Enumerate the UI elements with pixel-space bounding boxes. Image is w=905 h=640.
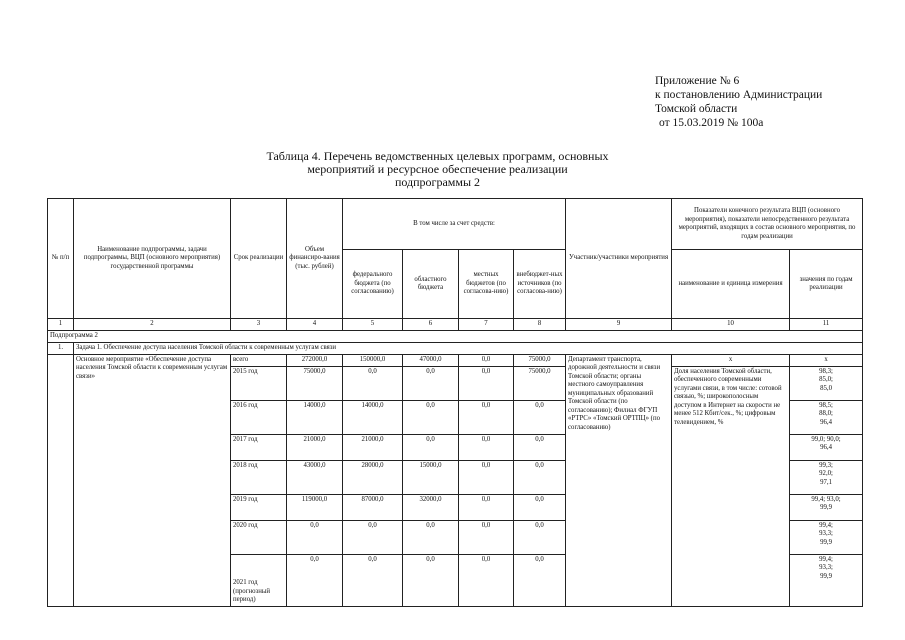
volume-cell: 43000,0	[287, 460, 343, 494]
appendix-header	[655, 74, 822, 130]
indicator-values-cell: 99,4; 93,3; 99,9	[790, 520, 863, 554]
period-cell: всего	[231, 354, 287, 366]
header-local: местных бюджетов (по согласова-нию)	[459, 250, 514, 319]
volume-cell: 0,0	[287, 554, 343, 606]
col-number: 7	[459, 319, 514, 331]
extra-cell: 0,0	[514, 554, 566, 606]
indicator-values-cell: 98,3; 85,0; 85,0	[790, 366, 863, 400]
federal-cell: 28000,0	[343, 460, 403, 494]
extra-cell: 0,0	[514, 460, 566, 494]
local-cell: 0,0	[459, 366, 514, 400]
header-indicator-name: наименование и единица измерения	[672, 250, 790, 319]
federal-cell: 0,0	[343, 554, 403, 606]
local-cell: 0,0	[459, 434, 514, 460]
col-number: 11	[790, 319, 863, 331]
federal-cell: 21000,0	[343, 434, 403, 460]
indicator-values-cell: 99,4; 93,3; 99,9	[790, 554, 863, 606]
col-number: 1	[48, 319, 74, 331]
header-extra: внебюджет-ных источников (по согласова-нию)	[514, 250, 566, 319]
federal-cell: 87000,0	[343, 494, 403, 520]
header-volume: Объем финансиро-вания (тыс. рублей)	[287, 199, 343, 319]
col-number: 5	[343, 319, 403, 331]
program-table	[47, 198, 863, 607]
period-cell: 2019 год	[231, 494, 287, 520]
extra-cell: 0,0	[514, 494, 566, 520]
appendix-line: от 15.03.2019 № 100а	[659, 117, 764, 129]
period-cell: 2017 год	[231, 434, 287, 460]
header-regional: областного бюджета	[403, 250, 459, 319]
empty-cell	[48, 354, 74, 606]
federal-cell: 0,0	[343, 520, 403, 554]
header-term: Срок реализации	[231, 199, 287, 319]
local-cell: 0,0	[459, 494, 514, 520]
volume-cell: 272000,0	[287, 354, 343, 366]
period-cell: 2016 год	[231, 400, 287, 434]
regional-cell: 0,0	[403, 366, 459, 400]
indicator-values-cell: 99,0; 90,0; 96,4	[790, 434, 863, 460]
title-line: подпрограммы 2	[394, 175, 481, 189]
appendix-line: к постановлению Администрации	[655, 89, 823, 101]
indicator-values-cell: 99,4; 93,0; 99,9	[790, 494, 863, 520]
col-number: 8	[514, 319, 566, 331]
local-cell: 0,0	[459, 520, 514, 554]
header-federal: федерального бюджета (по согласованию)	[343, 250, 403, 319]
header-num: № п/п	[48, 199, 74, 319]
subprogram-row: Подпрограмма 2	[48, 330, 863, 342]
period-cell: 2020 год	[231, 520, 287, 554]
participants-cell: Департамент транспорта, дорожной деятельности и связи Томской области; органы местного самоуправления муниципальных образований Томской области (по согласованию); Филиал ФГУП «РТРС» «Томский ОРТПЦ» (по согласованию)	[566, 354, 672, 606]
period-cell: 2015 год	[231, 366, 287, 400]
header-sources-group: В том числе за счет средств:	[343, 199, 566, 250]
header-indicators-group: Показатели конечного результата ВЦП (основного мероприятия), показатели непосредственного результата мероприятий, входящих в состав основного мероприятия, по годам реализации	[672, 199, 863, 250]
indicator-values-cell: х	[790, 354, 863, 366]
title-line: Таблица 4. Перечень ведомственных целевых программ, основных	[266, 149, 609, 163]
regional-cell: 0,0	[403, 554, 459, 606]
appendix-line: Томской области	[655, 103, 738, 115]
regional-cell: 0,0	[403, 434, 459, 460]
appendix-line: Приложение № 6	[655, 75, 740, 87]
table-title	[250, 150, 625, 189]
header-indicator-values: значения по годам реализации	[790, 250, 863, 319]
col-number: 2	[74, 319, 231, 331]
regional-cell: 47000,0	[403, 354, 459, 366]
period-cell: 2018 год	[231, 460, 287, 494]
activity-name: Основное мероприятие «Обеспечение доступа населения Томской области к современным услугам связи»	[74, 354, 231, 606]
col-number: 3	[231, 319, 287, 331]
local-cell: 0,0	[459, 400, 514, 434]
column-numbers-row	[48, 319, 863, 331]
col-number: 4	[287, 319, 343, 331]
period-cell: 2021 год (прогнозный период)	[231, 554, 287, 606]
table-row	[48, 354, 863, 366]
indicator-values-cell: 98,5; 88,0; 96,4	[790, 400, 863, 434]
col-number: 10	[672, 319, 790, 331]
local-cell: 0,0	[459, 354, 514, 366]
task-number: 1.	[48, 342, 74, 354]
extra-cell: 0,0	[514, 520, 566, 554]
federal-cell: 0,0	[343, 366, 403, 400]
title-line: мероприятий и ресурсное обеспечение реализации	[307, 162, 568, 176]
col-number: 9	[566, 319, 672, 331]
regional-cell: 0,0	[403, 400, 459, 434]
federal-cell: 14000,0	[343, 400, 403, 434]
volume-cell: 21000,0	[287, 434, 343, 460]
extra-cell: 0,0	[514, 434, 566, 460]
local-cell: 0,0	[459, 554, 514, 606]
regional-cell: 15000,0	[403, 460, 459, 494]
task-row: Задача 1. Обеспечение доступа населения Томской области к современным услугам связи	[74, 342, 863, 354]
volume-cell: 14000,0	[287, 400, 343, 434]
header-participants: Участник/участники мероприятия	[566, 199, 672, 319]
indicator-values-cell: 99,3; 92,0; 97,1	[790, 460, 863, 494]
local-cell: 0,0	[459, 460, 514, 494]
header-name: Наименование подпрограммы, задачи подпрограммы, ВЦП (основного мероприятия) государственной программы	[74, 199, 231, 319]
regional-cell: 32000,0	[403, 494, 459, 520]
volume-cell: 119000,0	[287, 494, 343, 520]
indicator-name-cell: х	[672, 354, 790, 366]
extra-cell: 75000,0	[514, 366, 566, 400]
federal-cell: 150000,0	[343, 354, 403, 366]
regional-cell: 0,0	[403, 520, 459, 554]
indicator-name-cell: Доля населения Томской области, обеспеченного современными услугами связи, в том числе: сотовой связью, %; широкополосным доступом в Интернет на скорости не менее 512 Кбит/сек., %; цифровым телевидением, %	[672, 366, 790, 606]
volume-cell: 75000,0	[287, 366, 343, 400]
extra-cell: 75000,0	[514, 354, 566, 366]
volume-cell: 0,0	[287, 520, 343, 554]
col-number: 6	[403, 319, 459, 331]
extra-cell: 0,0	[514, 400, 566, 434]
